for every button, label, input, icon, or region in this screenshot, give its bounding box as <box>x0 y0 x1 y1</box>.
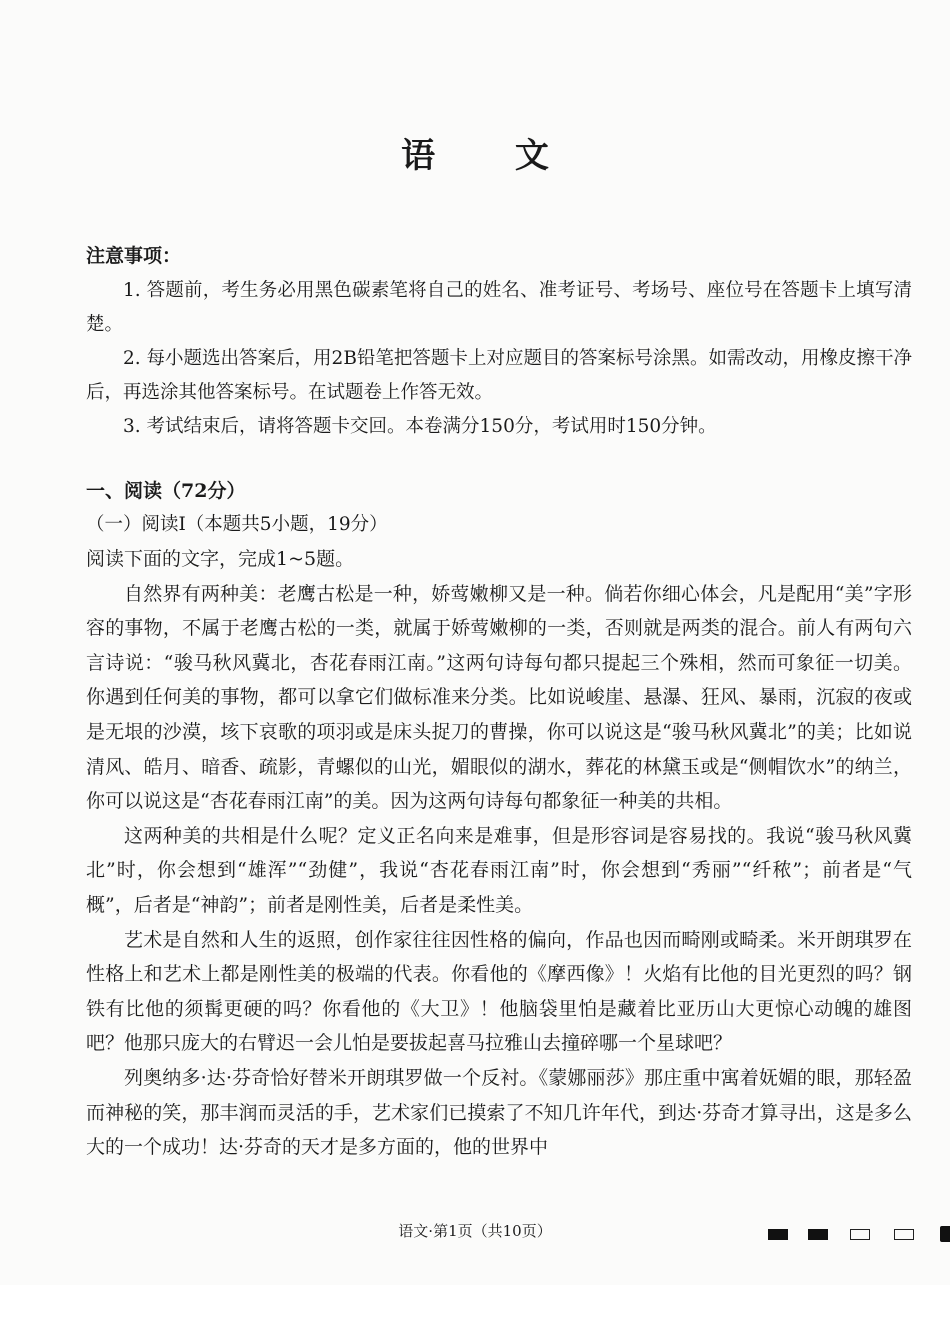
notice-item: 2. 每小题选出答案后，用2B铅笔把答题卡上对应题目的答案标号涂黑。如需改动，用橡皮擦干净后，再选涂其他答案标号。在试题卷上作答无效。 <box>86 348 912 403</box>
passage-paragraph: 这两种美的共相是什么呢？定义正名向来是难事，但是形容词是容易找的。我说“骏马秋风冀北”时，你会想到“雄浑”“劲健”，我说“杏花春雨江南”时，你会想到“秀丽”“纤秾”；前者是“气概”，后者是“神韵”；前者是刚性美，后者是柔性美。 <box>86 824 912 916</box>
registration-marks <box>768 1227 950 1243</box>
page-footer: 语文·第1页（共10页） <box>398 1222 552 1240</box>
filled-mark <box>808 1229 828 1240</box>
notice-item: 3. 考试结束后，请将答题卡交回。本卷满分150分，考试用时150分钟。 <box>123 416 717 437</box>
passage-paragraph: 艺术是自然和人生的返照，创作家往往因性格的偏向，作品也因而畸刚或畸柔。米开朗琪罗在性格上和艺术上都是刚性美的极端的代表。你看他的《摩西像》！火焰有比他的目光更烈的吗？钢铁有比他的须髯更硬的吗？你看他的《大卫》！他脑袋里怕是藏着比亚历山大更惊心动魄的雄图吧？他那只庞大的右臂迟一会儿怕是要拔起喜马拉雅山去撞碎哪一个星球吧？ <box>86 928 912 1055</box>
hollow-mark <box>894 1229 914 1240</box>
section-subheading: （一）阅读Ⅰ（本题共5小题，19分） <box>86 514 388 535</box>
section-heading: 一、阅读（72分） <box>86 480 246 502</box>
passage-paragraph: 自然界有两种美：老鹰古松是一种，娇莺嫩柳又是一种。倘若你细心体会，凡是配用“美”字形容的事物，不属于老鹰古松的一类，就属于娇莺嫩柳的一类，否则就是两类的混合。前人有两句六言诗说：“骏马秋风冀北，杏花春雨江南。”这两句诗每句都只提起三个殊相，然而可象征一切美。你遇到任何美的事物，都可以拿它们做标准来分类。比如说峻崖、悬瀑、狂风、暴雨，沉寂的夜或是无垠的沙漠，垓下哀歌的项羽或是床头捉刀的曹操，你可以说这是“骏马秋风冀北”的美；比如说清风、皓月、暗香、疏影，青螺似的山光，媚眼似的湖水，葬花的林黛玉或是“侧帽饮水”的纳兰，你可以说这是“杏花春雨江南”的美。因为这两句诗每句都象征一种美的共相。 <box>86 582 912 813</box>
filled-mark <box>768 1229 788 1240</box>
notice-item: 1. 答题前，考生务必用黑色碳素笔将自己的姓名、准考证号、考场号、座位号在答题卡上填写清楚。 <box>86 280 912 335</box>
notice-heading: 注意事项： <box>86 245 182 267</box>
page-title: 语 文 <box>401 136 583 176</box>
page-content <box>86 238 912 1165</box>
reading-instruction: 阅读下面的文字，完成1~5题。 <box>86 548 355 570</box>
reading-passage <box>86 542 912 1165</box>
edge-mark <box>940 1226 950 1242</box>
hollow-mark <box>850 1229 870 1240</box>
passage-paragraph: 列奥纳多·达·芬奇恰好替米开朗琪罗做一个反衬。《蒙娜丽莎》那庄重中寓着妩媚的眼，那轻盈而神秘的笑，那丰润而灵活的手，艺术家们已摸索了不知几许年代，到达·芬奇才算寻出，这是多么大的一个成功！达·芬奇的天才是多方面的，他的世界中 <box>86 1066 912 1159</box>
notice-section <box>86 238 912 444</box>
